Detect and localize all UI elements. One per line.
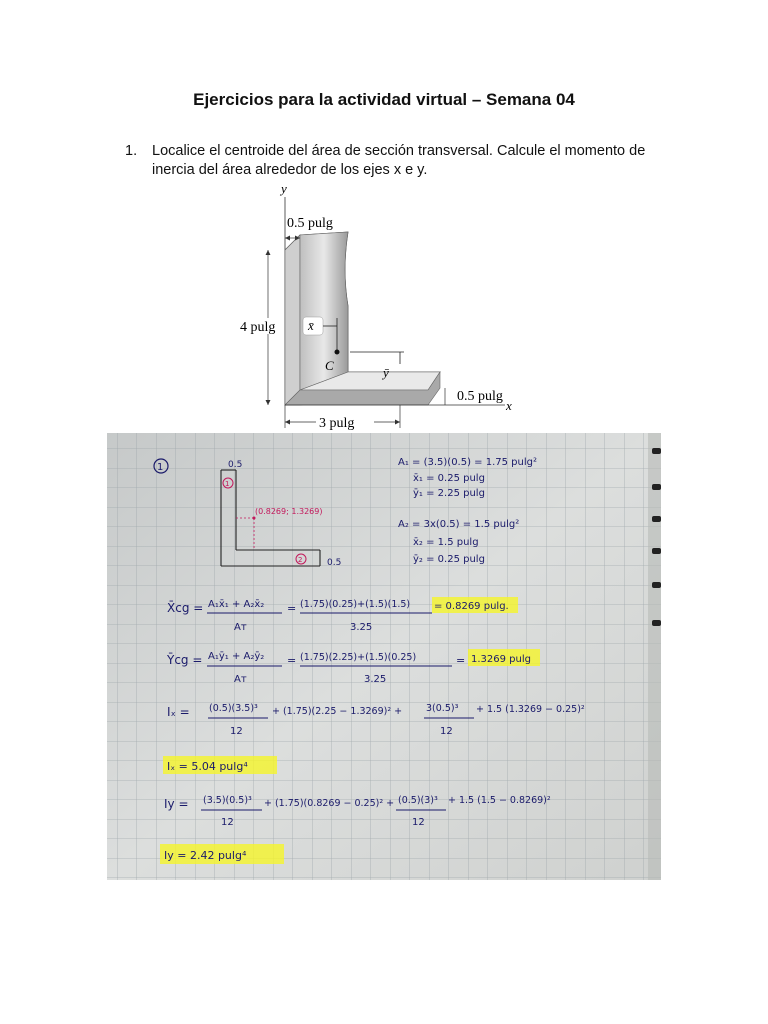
ycg-num: A₁ȳ₁ + A₂ȳ₂ bbox=[208, 651, 265, 662]
area2-xbar: x̄₂ = 1.5 pulg bbox=[413, 537, 479, 548]
iy-t4: + 1.5 (1.5 − 0.8269)² bbox=[448, 795, 551, 806]
question-number: 1. bbox=[125, 143, 138, 159]
ix-t1-den: 12 bbox=[230, 726, 243, 737]
ix-result: Iₓ = 5.04 pulg⁴ bbox=[167, 760, 248, 773]
ix-t4: + 1.5 (1.3269 − 0.25)² bbox=[476, 704, 585, 715]
ix-t3-den: 12 bbox=[440, 726, 453, 737]
ycg-eq2: = bbox=[456, 654, 466, 667]
xcg-eq: = bbox=[287, 602, 297, 615]
ix-lhs: Iₓ = bbox=[167, 705, 190, 719]
iy-t1-den: 12 bbox=[221, 817, 234, 828]
area1-area: A₁ = (3.5)(0.5) = 1.75 pulg² bbox=[398, 457, 537, 468]
sketch-right-dim: 0.5 bbox=[327, 558, 342, 568]
iy-t3-num: (0.5)(3)³ bbox=[398, 795, 438, 806]
ybar-label: ȳ bbox=[383, 365, 389, 380]
l-shape-vertical-leg bbox=[300, 232, 348, 390]
ycg-num2: (1.75)(2.25)+(1.5)(0.25) bbox=[300, 652, 417, 663]
ix-t3-num: 3(0.5)³ bbox=[426, 703, 459, 714]
centroid-point bbox=[335, 350, 340, 355]
xcg-den: Aᴛ bbox=[234, 622, 247, 633]
iy-result: Iy = 2.42 pulg⁴ bbox=[164, 849, 247, 862]
notes-problem-number: 1 bbox=[157, 462, 164, 473]
centroid-label: C bbox=[325, 358, 334, 373]
sketch-top-dim: 0.5 bbox=[228, 460, 243, 470]
sketch-region-2: 2 bbox=[298, 556, 303, 564]
dim-width: 3 pulg bbox=[319, 416, 355, 431]
xcg-result: = 0.8269 pulg. bbox=[434, 601, 509, 612]
document-title: Ejercicios para la actividad virtual – Semana 04 bbox=[193, 90, 575, 109]
sketch-centroid-point: (0.8269; 1.3269) bbox=[255, 507, 323, 516]
l-shape-left-face bbox=[285, 235, 300, 405]
iy-t2: + (1.75)(0.8269 − 0.25)² + bbox=[264, 798, 395, 809]
ix-t2: + (1.75)(2.25 − 1.3269)² + bbox=[272, 706, 403, 717]
area1-xbar: x̄₁ = 0.25 pulg bbox=[413, 473, 485, 484]
iy-t3-den: 12 bbox=[412, 817, 425, 828]
ix-t1-num: (0.5)(3.5)³ bbox=[209, 703, 258, 714]
iy-t1-num: (3.5)(0.5)³ bbox=[203, 795, 252, 806]
ycg-den2: 3.25 bbox=[364, 674, 387, 685]
ycg-eq: = bbox=[287, 654, 297, 667]
xcg-num: A₁x̄₁ + A₂x̄₂ bbox=[208, 599, 265, 610]
ycg-den: Aᴛ bbox=[234, 674, 247, 685]
area1-ybar: ȳ₁ = 2.25 pulg bbox=[413, 488, 485, 499]
xcg-num2: (1.75)(0.25)+(1.5)(1.5) bbox=[300, 599, 411, 610]
xcg-lhs: X̄cg = bbox=[167, 601, 204, 615]
x-axis-label: x bbox=[506, 398, 512, 413]
ycg-result: 1.3269 pulg bbox=[471, 654, 531, 665]
y-axis-label: y bbox=[281, 181, 287, 196]
ycg-lhs: Ȳcg = bbox=[167, 653, 203, 667]
dim-bottom-thickness: 0.5 pulg bbox=[457, 389, 503, 404]
xcg-den2: 3.25 bbox=[350, 622, 373, 633]
question-text: Localice el centroide del área de sección transversal. Calcule el momento de inercia del área alrededor de los ejes x e y. bbox=[152, 143, 646, 178]
iy-lhs: Iy = bbox=[164, 797, 189, 811]
dim-height: 4 pulg bbox=[240, 320, 276, 335]
area2-ybar: ȳ₂ = 0.25 pulg bbox=[413, 554, 485, 565]
xbar-label: x̄ bbox=[308, 318, 314, 333]
sketch-region-1: 1 bbox=[225, 480, 230, 488]
area2-area: A₂ = 3x(0.5) = 1.5 pulg² bbox=[398, 519, 520, 530]
dim-top-thickness: 0.5 pulg bbox=[287, 216, 333, 231]
